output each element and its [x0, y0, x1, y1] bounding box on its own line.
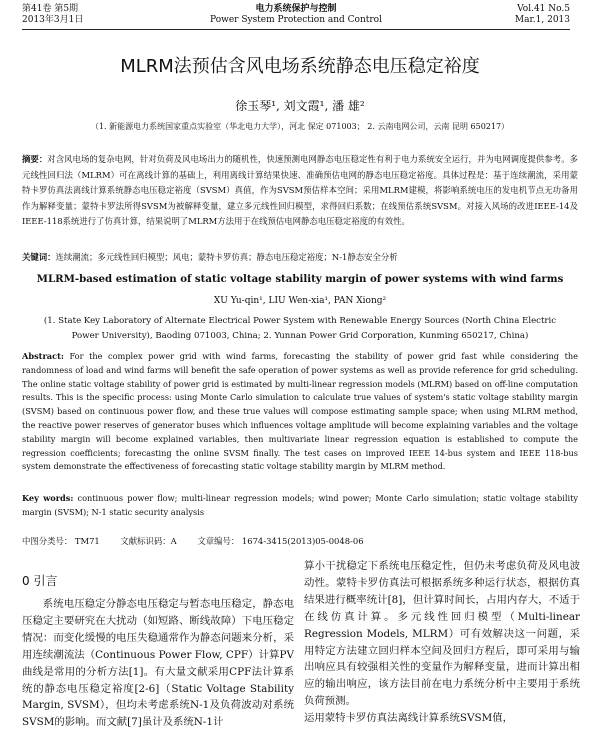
affiliation-en: (1. State Key Laboratory of Alternate Electrical Power System with Renewable Energy Sources (North China Electric Power University), Baoding 071003, China; 2. Yunnan Power Grid Corporation, Kunming 650217, China): [43, 316, 557, 341]
section-heading-intro: 0 引言: [22, 574, 58, 588]
abstract-cn-label: 摘要：: [22, 154, 48, 164]
body-column-left: 系统电压稳定分静态电压稳定与暂态电压稳定，静态电压稳定主要研究在大扰动（如短路、断线故障）下电压稳定情况：而变化缓慢的电压失稳通常作为静态问题来分析，采用连续潮流法（Continuous Power Flow, CPF）计算PV曲线是常用的分析方法[1]。有大量文献采用CPF法计算系统的静态电压稳定裕度[2-6]（Static Voltage Stability Margin, SVSM），但均未考虑系统N-1及负荷波动对系统SVSM的影响。而文献[7]虽计及系统N-1计: [22, 598, 294, 729]
body-column-right: 算小干扰稳定下系统电压稳定性，但仍未考虑负荷及风电波动性。蒙特卡罗仿真法可根据系统多种运行状态，根据仿真结果进行概率统计[8]，但计算时间长，占用内存大，不适于在线仿真计算。多元线性回归模型（Multi-linear Regression Models, MLRM）可有效解决这一问题，采用特定方法建立回归样本空间及回归方程后，即可采用与输出响应具有较强相关性的变量作为解释变量，进而计算出相应的输出响应，该方法目前在电力系统分析中主要用于系统负荷预测。 运用蒙特卡罗仿真法离线计算系统SVSM值，: [304, 560, 580, 725]
keywords-en-label: Key words:: [22, 493, 74, 503]
abstract-en: [22, 350, 578, 488]
keywords-en-text: continuous power flow; multi-linear regression models; wind power; Monte Carlo simulation; static voltage stability margin (SVSM); N-1 static security analysis: [22, 493, 578, 517]
header-volume-cn: 第41卷 第5期: [22, 4, 79, 14]
header-right: [515, 4, 570, 26]
header-date-cn: 2013年3月1日: [22, 15, 84, 25]
clc-number: 中图分类号： TM71: [22, 536, 100, 546]
abstract-cn: [22, 152, 578, 246]
keywords-cn: [22, 250, 578, 266]
authors-en: XU Yu-qin¹, LIU Wen-xia¹, PAN Xiong²: [213, 296, 387, 306]
header-center: [22, 4, 570, 26]
document-code: 文献标识码：A: [120, 536, 177, 546]
header-date-en: Mar.1, 2013: [514, 15, 570, 25]
paper-title-en: MLRM-based estimation of static voltage stability margin of power systems with wind farms: [36, 273, 564, 285]
affiliation-cn: （1. 新能源电力系统国家重点实验室（华北电力大学），河北 保定 071003； 2. 云南电网公司，云南 昆明 650217）: [90, 122, 510, 131]
article-number: 文章编号： 1674-3415(2013)05-0048-06: [197, 536, 364, 546]
keywords-en: [22, 491, 578, 519]
keywords-cn-text: 连续潮流；多元线性回归模型；风电；蒙特卡罗仿真；静态电压稳定裕度；N-1静态安全分析: [55, 252, 398, 262]
authors-cn: 徐玉琴¹, 刘文霞¹, 潘 雄²: [235, 99, 365, 113]
paper-title-cn: MLRM法预估含风电场系统静态电压稳定裕度: [120, 56, 480, 77]
abstract-cn-text: 对含风电场的复杂电网，针对负荷及风电场出力的随机性，快速预测电网静态电压稳定性有利于电力系统安全运行，并为电网调度提供参考。多元线性回归法（MLRM）可在离线计算的基础上，利用离线计算结果快速、准确预估电网的静态电压稳定裕度。具体过程是：基于连续潮流，采用蒙特卡罗仿真法离线计算系统静态电压稳定裕度（SVSM）真值，作为SVSM预估样本空间；采用MLRM建模，将影响系统电压的发电机节点无功备用作为解释变量；蒙特卡罗法所得SVSM为被解释变量，建立多元线性回归模型，求得回归系数；在线预估系统SVSM。对接入风场的改进IEEE-14及IEEE-118系统进行了仿真计算，结果说明了MLRM方法用于在线预估电网静态电压稳定裕度的有效性。: [22, 154, 578, 227]
journal-name-en: Power System Protection and Control: [210, 15, 382, 25]
abstract-en-text: For the complex power grid with wind farms, forecasting the stability of power grid fast while considering the randomness of load and wind farms will benefit the safe operation of power systems as well as provide reference for grid scheduling. The online static voltage stability of power grid is estimated by multi-linear regression models (MLRM) based on off-line computation results. This is the specific process: using Monte Carlo simulation to calculate true values of system's static voltage stability margin (SVSM) based on continuous power flow, and these true values will compose estimating sample space; when using MLRM method, the reactive power reserves of generator buses which influences voltage amplitude will become explaining variables and the voltage stability margin will become explained variables, then multivariate linear regression equation is established to compute the regression coefficients; forecasting the online SVSM finally. The test cases on improved IEEE 14-bus system and IEEE 118-bus system demonstrate the effectiveness of forecasting static voltage stability margin by MLRM method.: [22, 351, 578, 472]
keywords-cn-label: 关键词：: [22, 252, 56, 262]
abstract-en-label: Abstract:: [22, 351, 64, 361]
header-rule: [22, 29, 570, 30]
running-header: [22, 4, 570, 30]
journal-name-cn: 电力系统保护与控制: [255, 4, 337, 14]
classification-line: [22, 535, 582, 547]
header-volume-en: Vol.41 No.5: [517, 4, 570, 14]
